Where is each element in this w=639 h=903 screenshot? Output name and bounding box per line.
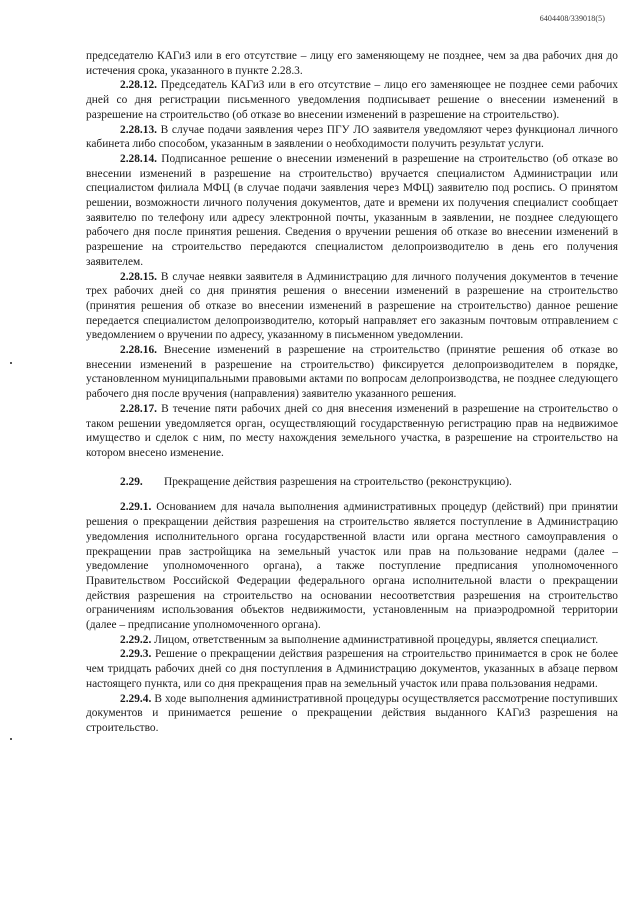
paragraph (86, 49, 618, 78)
paragraph-2-28-14 (86, 152, 618, 270)
paragraph-2-29-4 (86, 692, 618, 736)
paragraph-number: 2.28.15. (120, 270, 158, 283)
paragraph-text: В течение пяти рабочих дней со дня внесения изменений в разрешение на строительство о таком решении уведомляется орган, осуществляющий государственную регистрацию прав на недвижимое имущество и сделок с ним, по месту нахождения земельного участка, в разрешение на строительство на котором внесено изменение. (86, 402, 618, 459)
paragraph-2-28-12 (86, 78, 618, 122)
paragraph-number: 2.28.17. (120, 402, 158, 415)
paragraph-number: 2.29.1. (120, 501, 152, 514)
paragraph-text: Председатель КАГиЗ или в его отсутствие – лицо его заменяющее не позднее семи рабочих дней со дня регистрации письменного уведомления подписывает решение о внесении изменений в разрешение на строительство (об отказе во внесении изменений в разрешение на строительство). (86, 79, 618, 121)
paragraph-number: 2.28.13. (120, 123, 158, 136)
paragraph-text: В случае подачи заявления через ПГУ ЛО заявителя уведомляют через функционал личного кабинета либо способом, указанным в заявлении о необходимости получить результат услуги. (86, 123, 618, 151)
paragraph-number: 2.29.3. (120, 648, 152, 661)
document-number: 6404408/339018(5) (539, 14, 605, 23)
section-number: 2.29. (120, 475, 143, 488)
paragraph-text: Решение о прекращении действия разрешения на строительство принимается в срок не более чем тридцать рабочих дней со дня поступления в Администрацию документов, указанных в абзаце первом настоящего пункта, или со дня прекращения прав на земельный участок или права пользования недрами. (86, 648, 618, 690)
paragraph-text: Внесение изменений в разрешение на строительство (принятие решения об отказе во внесении изменений в разрешение на строительство) фиксируется делопроизводителем в порядке, установленном муниципальными правовыми актами по вопросам делопроизводства, не позднее следующего рабочего дня после вручения (направления) заявителю указанного решения. (86, 344, 618, 401)
paragraph-text: Подписанное решение о внесении изменений в разрешение на строительство (об отказе во внесении изменений в разрешение на строительство) вручается специалистом Администрации или специалистом филиала МФЦ (в случае подачи заявления через МФЦ) заявителю под роспись. О принятом решении, возможности личного получения документов, дате и времени их получения специалист сообщает заявителю по телефону или адресу электронной почты, указанным в заявлении, не позднее следующего рабочего дня после принятия решения. Сведения о вручении решения об отказе во внесении изменений в разрешение на строительство передаются специалистом делопроизводителю в день его получения заявителем. (86, 152, 618, 268)
paragraph-text: председателю КАГиЗ или в его отсутствие – лицу его заменяющему не позднее, чем за два рабочих дня до истечения срока, указанного в пункте 2.28.3. (86, 50, 618, 77)
paragraph-text: Лицом, ответственным за выполнение административной процедуры, является специалист. (151, 633, 599, 646)
section-title: Прекращение действия разрешения на строительство (реконструкцию). (164, 475, 512, 488)
paragraph-number: 2.28.16. (120, 344, 158, 357)
section-heading (86, 475, 618, 490)
paragraph-text: В случае неявки заявителя в Администрацию для личного получения документов в течение трех рабочих дней со дня принятия решения о внесении изменений в разрешение на строительство (принятия решения об отказе во внесении изменений в разрешение на строительство) данное решение передается специалистом делопроизводителю, который направляет его заказным почтовым отправлением с уведомлением о вручении по адресу, указанному в письменном уведомлении. (86, 270, 618, 342)
paragraph-2-28-16 (86, 343, 618, 402)
document-body (86, 49, 618, 736)
paragraph-2-29-1 (86, 500, 618, 632)
paragraph-2-28-15 (86, 270, 618, 344)
scan-mark (10, 738, 12, 740)
paragraph-2-28-13 (86, 123, 618, 152)
scan-mark (10, 362, 12, 364)
paragraph-number: 2.28.12. (120, 79, 158, 92)
paragraph-2-29-3 (86, 647, 618, 691)
paragraph-number: 2.29.2. (120, 633, 152, 646)
paragraph-text: Основанием для начала выполнения административных процедур (действий) при принятии решения о прекращении действия разрешения на строительство является поступление в Администрацию уведомления исполнительного органа государственной власти или органа местного самоуправления о прекращении прав застройщика на земельный участок или прав на пользование недрами (далее – уведомление уполномоченного органа), а также поступление предписания уполномоченного Правительством Российской Федерации федерального органа исполнительной власти о прекращении действия разрешения на строительство на основании несоответствия разрешения на строительство ограничениям использования объектов недвижимости, установленным на приаэродромной территории (далее – предписание уполномоченного органа). (86, 501, 618, 632)
paragraph-number: 2.28.14. (120, 152, 158, 165)
paragraph-text: В ходе выполнения административной процедуры осуществляется рассмотрение поступивших документов и принимается решение о прекращении действия выданного КАГиЗ разрешения на строительство. (86, 692, 618, 734)
paragraph-2-29-2 (86, 633, 618, 648)
paragraph-2-28-17 (86, 402, 618, 461)
paragraph-number: 2.29.4. (120, 692, 152, 705)
